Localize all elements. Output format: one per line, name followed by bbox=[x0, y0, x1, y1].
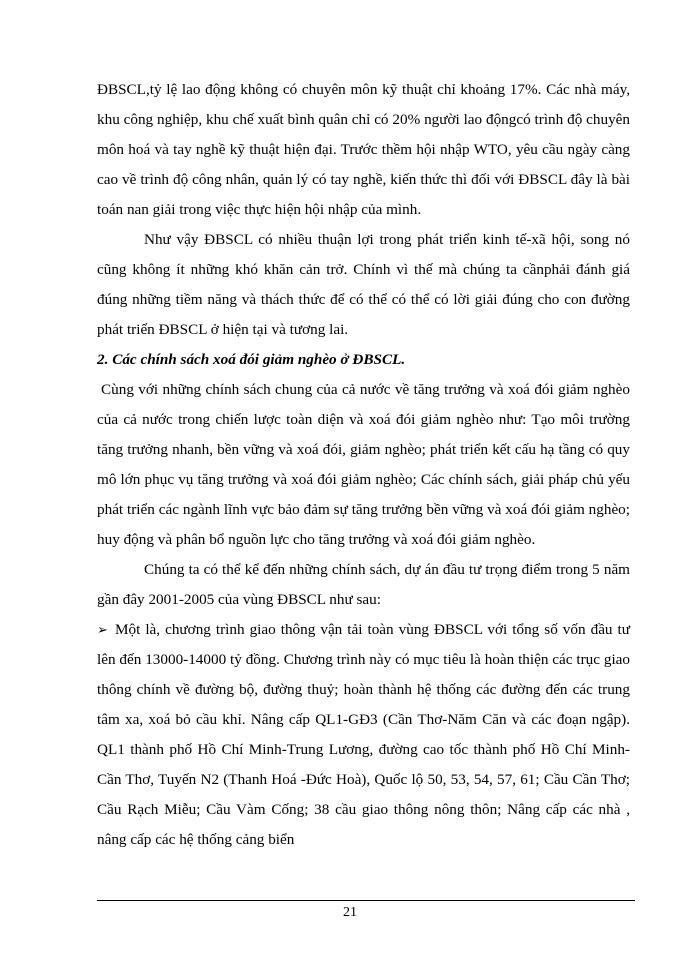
page-body bbox=[97, 75, 630, 855]
paragraph-policies: Cùng với những chính sách chung của cả nước về tăng trưởng và xoá đói giảm nghèo của cả nước trong chiến lược toàn diện và xoá đói giảm nghèo như: Tạo môi trường tăng trưởng nhanh, bền vững và xoá đói, giảm nghèo; phát triển kết cấu hạ tầng có quy mô lớn phục vụ tăng trưởng và xoá đói giảm nghèo; Các chính sách, giải pháp chủ yếu phát triển các ngành lĩnh vực bảo đảm sự tăng trưởng bền vững và xoá đói giảm nghèo; huy động và phân bổ nguồn lực cho tăng trưởng và xoá đói giảm nghèo. bbox=[97, 381, 630, 548]
paragraph-investments-intro: Chúng ta có thể kể đến những chính sách, dự án đầu tư trọng điểm trong 5 năm gần đây 2001-2005 của vùng ĐBSCL như sau: bbox=[97, 561, 630, 608]
bullet-item-transport bbox=[97, 615, 630, 855]
paragraph-labor-skills: ĐBSCL,tỷ lệ lao động không có chuyên môn kỹ thuật chỉ khoảng 17%. Các nhà máy, khu công nghiệp, khu chế xuất bình quân chỉ có 20% người lao độngcó trình độ chuyên môn hoá và tay nghề kỹ thuật hiện đại. Trước thềm hội nhập WTO, yêu cầu ngày càng cao về trình độ công nhân, quản lý có tay nghề, kiến thức thì đối với ĐBSCL đây là bài toán nan giải trong việc thực hiện hội nhập của mình. bbox=[97, 81, 630, 218]
section-heading: 2. Các chính sách xoá đói giảm nghèo ở ĐBSCL. bbox=[97, 351, 406, 368]
footer-divider bbox=[97, 900, 635, 901]
page-number: 21 bbox=[343, 905, 357, 920]
arrow-bullet-icon: ➢ bbox=[97, 622, 108, 637]
bullet-item-text: Một là, chương trình giao thông vận tải toàn vùng ĐBSCL với tổng số vốn đầu tư lên đến 13000-14000 tỷ đồng. Chương trình này có mục tiêu là hoàn thiện các trục giao thông chính về đường bộ, đường thuỷ; hoàn thành hệ thống các đường đến các trung tâm xa, xoá bỏ cầu khỉ. Nâng cấp QL1-GĐ3 (Cần Thơ-Năm Căn và các đoạn ngập). QL1 thành phố Hồ Chí Minh-Trung Lương, đường cao tốc thành phố Hồ Chí Minh- Cần Thơ, Tuyến N2 (Thanh Hoá -Đức Hoà), Quốc lộ 50, 53, 54, 57, 61; Cầu Cần Thơ; Cầu Rạch Miễu; Cầu Vàm Cống; 38 cầu giao thông nông thôn; Nâng cấp các nhà , nâng cấp các hệ thống cảng biển bbox=[97, 621, 630, 848]
paragraph-advantages: Như vậy ĐBSCL có nhiều thuận lợi trong phát triển kinh tế-xã hội, song nó cũng không ít những khó khăn cản trở. Chính vì thế mà chúng ta cầnphải đánh giá đúng những tiềm năng và thách thức để có thể có thể có lời giải đúng cho con đường phát triển ĐBSCL ở hiện tại và tương lai. bbox=[97, 231, 630, 338]
